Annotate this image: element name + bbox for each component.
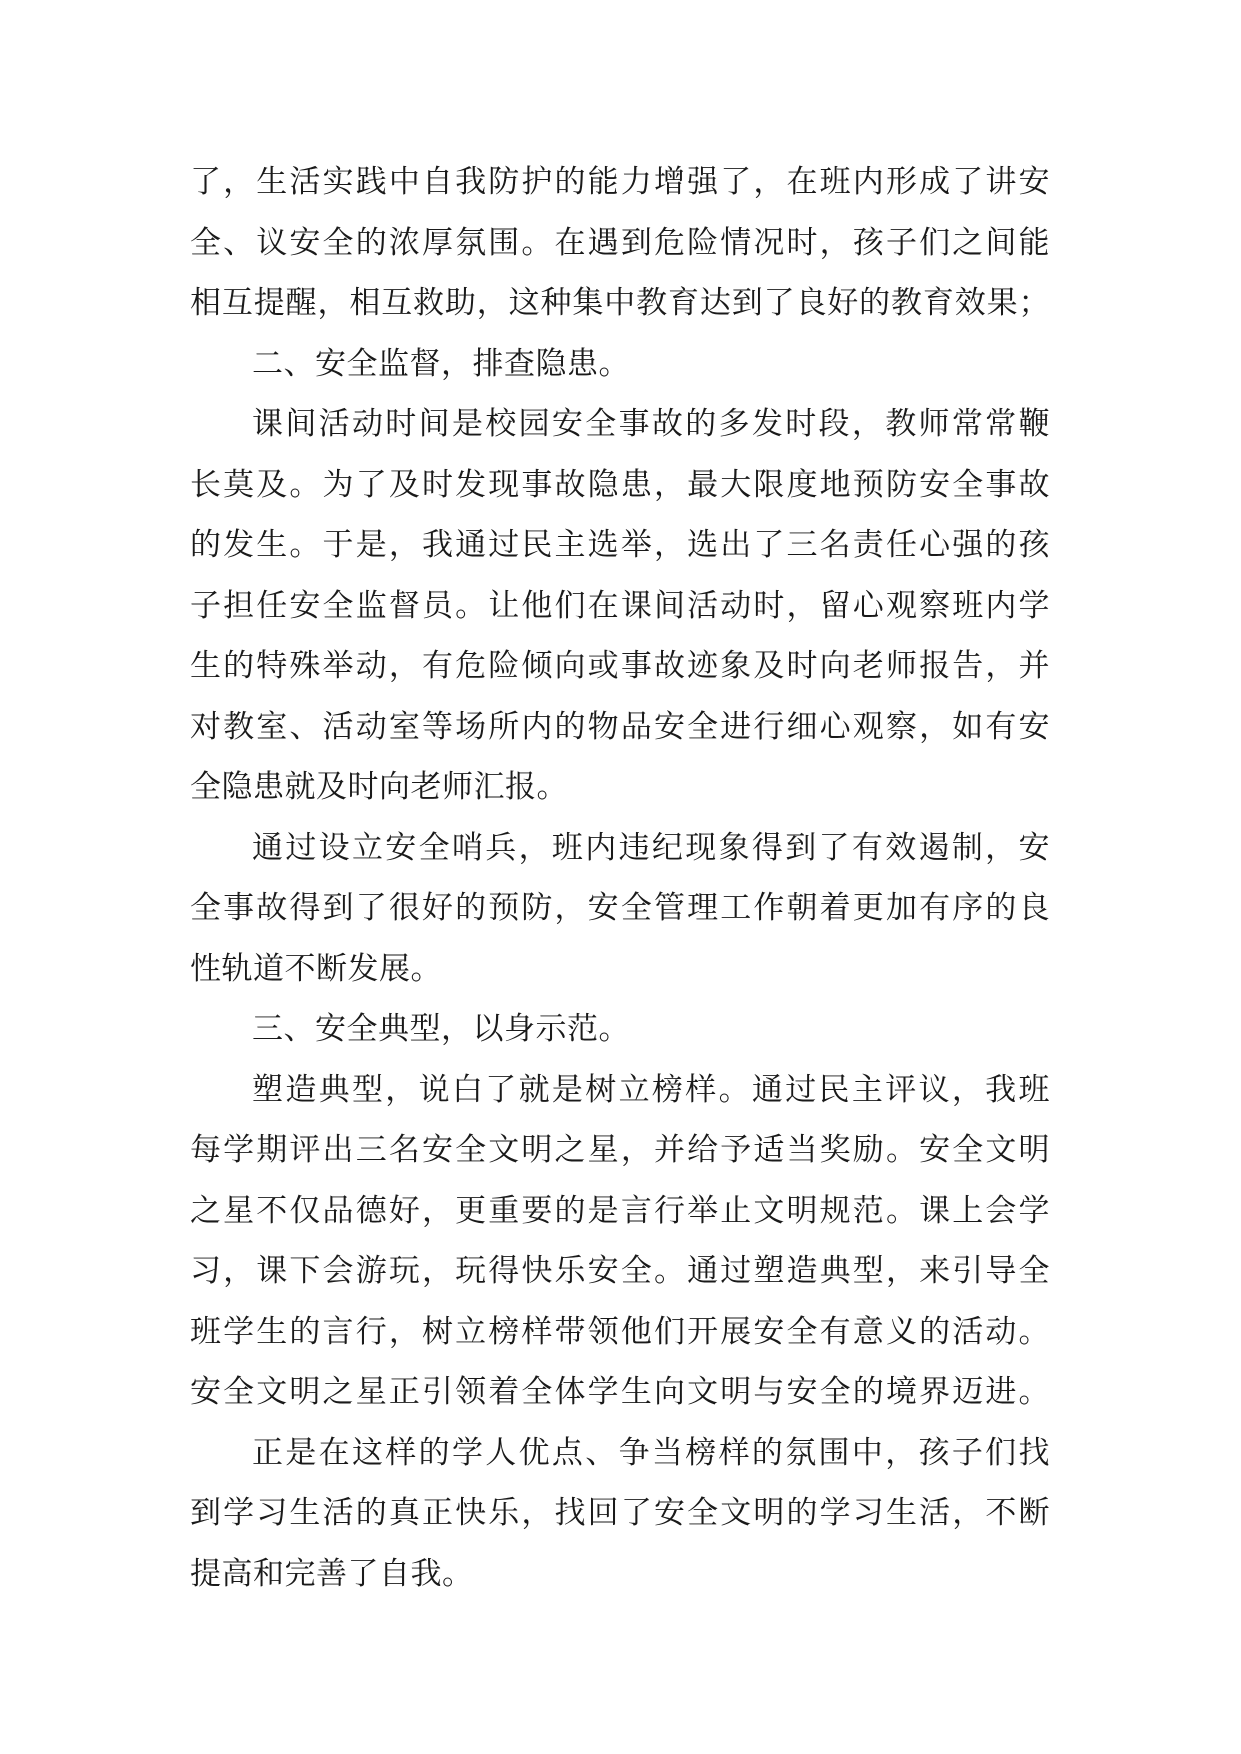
text-line: 全、议安全的浓厚氛围。在遇到危险情况时，孩子们之间能	[190, 224, 1050, 261]
text-line: 三、安全典型，以身示范。	[252, 1011, 630, 1047]
text-line: 班学生的言行，树立榜样带领他们开展安全有意义的活动。	[190, 1313, 1050, 1350]
text-line: 全隐患就及时向老师汇报。	[190, 769, 568, 805]
document-body	[190, 152, 1050, 1604]
text-line: 通过设立安全哨兵，班内违纪现象得到了有效遏制，安	[252, 829, 1050, 866]
text-line: 的发生。于是，我通过民主选举，选出了三名责任心强的孩	[190, 527, 1050, 563]
text-line: 正是在这样的学人优点、争当榜样的氛围中，孩子们找	[252, 1434, 1050, 1471]
text-line: 子担任安全监督员。让他们在课间活动时，留心观察班内学	[190, 587, 1050, 624]
text-line: 到学习生活的真正快乐，找回了安全文明的学习生活，不断	[190, 1495, 1050, 1531]
text-line: 性轨道不断发展。	[190, 950, 442, 987]
text-line: 相互提醒，相互救助，这种集中教育达到了良好的教育效果；	[190, 285, 1050, 321]
text-line: 安全文明之星正引领着全体学生向文明与安全的境界迈进。	[190, 1374, 1050, 1410]
text-line: 每学期评出三名安全文明之星，并给予适当奖励。安全文明	[190, 1132, 1050, 1168]
text-line: 习，课下会游玩，玩得快乐安全。通过塑造典型，来引导全	[190, 1253, 1050, 1289]
text-line: 长莫及。为了及时发现事故隐患，最大限度地预防安全事故	[190, 466, 1050, 503]
text-line: 之星不仅品德好，更重要的是言行举止文明规范。课上会学	[190, 1192, 1050, 1229]
text-line: 提高和完善了自我。	[190, 1555, 474, 1592]
text-line: 了，生活实践中自我防护的能力增强了，在班内形成了讲安	[190, 164, 1050, 200]
text-line: 塑造典型，说白了就是树立榜样。通过民主评议，我班	[252, 1071, 1050, 1108]
text-line: 课间活动时间是校园安全事故的多发时段，教师常常鞭	[252, 406, 1050, 442]
text-line: 二、安全监督，排查隐患。	[252, 345, 630, 382]
text-line: 全事故得到了很好的预防，安全管理工作朝着更加有序的良	[190, 890, 1050, 926]
text-line: 生的特殊举动，有危险倾向或事故迹象及时向老师报告，并	[190, 648, 1050, 684]
text-line: 对教室、活动室等场所内的物品安全进行细心观察，如有安	[190, 708, 1050, 745]
